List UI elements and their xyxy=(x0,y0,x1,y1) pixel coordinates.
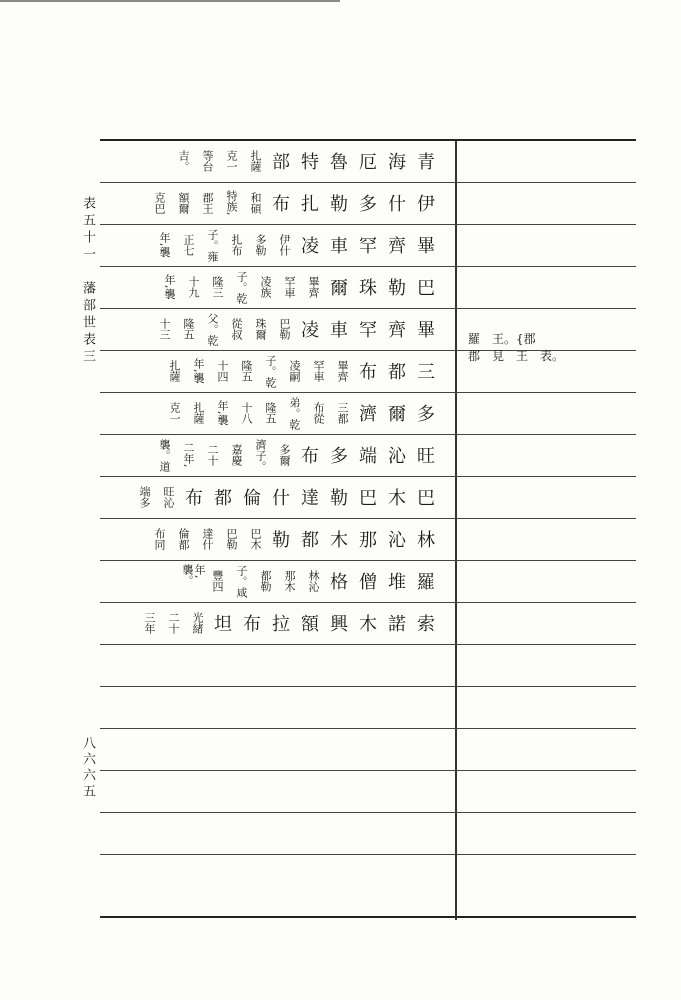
row-7-char-0: 旺 xyxy=(417,446,435,467)
row-5-note-1: 罕車 xyxy=(312,360,325,382)
row-7-char-3: 多 xyxy=(330,446,348,467)
row-4-note-5: 十三 xyxy=(158,318,171,340)
row-5-note-2: 凌嗣 xyxy=(288,360,301,382)
row-6-note-2: 弟。乾 xyxy=(288,396,301,430)
row-4-char-2: 罕 xyxy=(359,320,377,341)
row-4-note-3: 父。乾 xyxy=(206,312,219,346)
row-0-note-2: 等台 xyxy=(201,150,214,172)
row-11-char-7: 坦 xyxy=(214,614,232,635)
row-2-note-3: 子。雍 xyxy=(206,228,219,262)
row-separator xyxy=(100,308,636,309)
row-2-char-4: 凌 xyxy=(301,236,319,257)
blank-row-separator xyxy=(100,686,636,687)
row-1-char-5: 布 xyxy=(272,194,290,215)
row-11-note-1: 二十 xyxy=(167,612,180,634)
row-8-char-5: 什 xyxy=(272,488,290,509)
row-10-char-2: 僧 xyxy=(359,572,377,593)
row-9-note-4: 布同 xyxy=(153,528,166,550)
row-8-note-0: 旺沁 xyxy=(162,486,175,508)
row-5-char-2: 布 xyxy=(359,362,377,383)
row-10-note-2: 都勒 xyxy=(259,570,272,592)
row-8-char-2: 巴 xyxy=(359,488,377,509)
blank-row-separator xyxy=(100,770,636,771)
row-11-char-2: 木 xyxy=(359,614,377,635)
right-annotation-line1: 羅 王。{郡 xyxy=(468,332,536,346)
row-8-char-6: 倫 xyxy=(243,488,261,509)
row-5-note-5: 十四 xyxy=(216,360,229,382)
row-7-char-2: 端 xyxy=(359,446,377,467)
row-1-char-4: 扎 xyxy=(301,194,319,215)
row-1-note-3: 額爾 xyxy=(177,192,190,214)
row-7-char-1: 沁 xyxy=(388,446,406,467)
row-0-note-3: 吉。 xyxy=(177,150,190,172)
row-9-note-2: 達什 xyxy=(201,528,214,550)
row-11-char-6: 布 xyxy=(243,614,261,635)
blank-row-separator xyxy=(100,812,636,813)
row-separator xyxy=(100,392,636,393)
row-separator xyxy=(100,644,636,645)
row-3-note-6: 年,襲 xyxy=(163,274,176,300)
row-separator xyxy=(100,266,636,267)
row-separator xyxy=(100,560,636,561)
row-8-char-8: 布 xyxy=(185,488,203,509)
row-4-char-0: 畢 xyxy=(417,320,435,341)
row-0-char-5: 部 xyxy=(272,152,290,173)
row-10-note-1: 那木 xyxy=(283,570,296,592)
row-0-char-4: 特 xyxy=(301,152,319,173)
row-6-note-0: 三都 xyxy=(336,402,349,424)
row-3-note-0: 畢齊 xyxy=(307,276,320,298)
row-0-char-0: 青 xyxy=(417,152,435,173)
row-6-char-0: 多 xyxy=(417,404,435,425)
row-5-char-1: 都 xyxy=(388,362,406,383)
row-3-note-3: 子。乾 xyxy=(235,270,248,304)
row-7-note-5: 襲。道 xyxy=(158,438,171,472)
row-10-char-3: 格 xyxy=(330,572,348,593)
row-3-note-5: 十九 xyxy=(187,276,200,298)
row-5-note-4: 隆五 xyxy=(240,360,253,382)
row-11-char-0: 索 xyxy=(417,614,435,635)
row-separator xyxy=(100,224,636,225)
row-4-note-2: 從叔 xyxy=(230,318,243,340)
row-1-char-0: 伊 xyxy=(417,194,435,215)
row-0-char-3: 魯 xyxy=(330,152,348,173)
column-divider xyxy=(455,140,457,920)
row-3-char-1: 勒 xyxy=(388,278,406,299)
table-bottom-rule xyxy=(100,916,636,918)
row-2-note-5: 年,襲 xyxy=(158,232,171,258)
row-6-note-7: 克一 xyxy=(168,402,181,424)
row-9-char-2: 那 xyxy=(359,530,377,551)
row-1-note-0: 和碩 xyxy=(249,192,262,214)
blank-row-separator xyxy=(100,728,636,729)
row-2-char-0: 畢 xyxy=(417,236,435,257)
row-5-note-0: 畢齊 xyxy=(336,360,349,382)
row-9-char-3: 木 xyxy=(330,530,348,551)
blank-row-separator xyxy=(100,854,636,855)
row-8-char-4: 達 xyxy=(301,488,319,509)
row-6-char-2: 濟 xyxy=(359,404,377,425)
row-5-note-7: 扎薩 xyxy=(168,360,181,382)
row-0-note-0: 扎薩 xyxy=(249,150,262,172)
row-3-note-1: 罕車 xyxy=(283,276,296,298)
row-0-char-2: 厄 xyxy=(359,152,377,173)
row-4-note-0: 巴勒 xyxy=(278,318,291,340)
row-1-char-2: 多 xyxy=(359,194,377,215)
row-8-note-1: 端多 xyxy=(138,486,151,508)
row-1-note-4: 克巴 xyxy=(153,192,166,214)
table-top-rule xyxy=(100,139,636,141)
row-9-char-0: 林 xyxy=(417,530,435,551)
row-1-note-1: 特族, xyxy=(225,190,238,216)
row-6-note-3: 隆五 xyxy=(264,402,277,424)
right-annotation xyxy=(468,330,564,364)
row-9-char-1: 沁 xyxy=(388,530,406,551)
row-3-char-3: 爾 xyxy=(330,278,348,299)
row-3-char-0: 巴 xyxy=(417,278,435,299)
row-2-char-3: 車 xyxy=(330,236,348,257)
row-10-char-0: 羅 xyxy=(417,572,435,593)
row-11-char-3: 興 xyxy=(330,614,348,635)
row-11-note-0: 光緒 xyxy=(191,612,204,634)
row-4-char-3: 車 xyxy=(330,320,348,341)
row-10-note-4: 豐四 xyxy=(211,570,224,592)
row-4-note-1: 珠爾 xyxy=(254,318,267,340)
row-separator xyxy=(100,518,636,519)
row-8-char-3: 勒 xyxy=(330,488,348,509)
row-0-note-1: 克一 xyxy=(225,150,238,172)
row-5-char-0: 三 xyxy=(417,362,435,383)
row-11-char-4: 額 xyxy=(301,614,319,635)
page-number: 八六六五 xyxy=(80,736,95,800)
row-3-note-4: 隆三 xyxy=(211,276,224,298)
row-7-note-3: 二十 xyxy=(206,444,219,466)
row-1-note-2: 郡王 xyxy=(201,192,214,214)
row-8-char-1: 木 xyxy=(388,488,406,509)
row-3-char-2: 珠 xyxy=(359,278,377,299)
row-4-char-4: 凌 xyxy=(301,320,319,341)
side-label: 表五十一 藩部世表三 xyxy=(80,196,95,366)
row-5-note-6: 年,襲 xyxy=(192,358,205,384)
row-9-note-0: 巴木 xyxy=(249,528,262,550)
row-10-char-1: 堆 xyxy=(388,572,406,593)
row-5-note-3: 子。乾 xyxy=(264,354,277,388)
row-separator xyxy=(100,434,636,435)
row-4-char-1: 齊 xyxy=(388,320,406,341)
row-6-note-4: 十八 xyxy=(240,402,253,424)
right-annotation-line2: 郡 見 王 表。 xyxy=(468,349,565,363)
row-6-note-5: 年,襲 xyxy=(216,400,229,426)
row-separator xyxy=(100,182,636,183)
row-9-char-4: 都 xyxy=(301,530,319,551)
row-10-note-0: 林沁 xyxy=(307,570,320,592)
row-separator xyxy=(100,476,636,477)
row-8-char-0: 巴 xyxy=(417,488,435,509)
row-2-note-0: 伊什 xyxy=(278,234,291,256)
row-7-note-1: 濟子。 xyxy=(254,438,267,472)
row-0-char-1: 海 xyxy=(388,152,406,173)
row-9-note-3: 倫都 xyxy=(177,528,190,550)
top-rule xyxy=(0,0,340,2)
row-2-note-4: 正七 xyxy=(182,234,195,256)
row-7-note-2: 嘉慶 xyxy=(230,444,243,466)
row-11-char-1: 諾 xyxy=(388,614,406,635)
row-11-char-5: 拉 xyxy=(272,614,290,635)
row-separator xyxy=(100,602,636,603)
row-1-char-3: 勒 xyxy=(330,194,348,215)
row-4-note-4: 隆五 xyxy=(182,318,195,340)
row-9-note-1: 巴勒 xyxy=(225,528,238,550)
row-6-note-1: 布從 xyxy=(312,402,325,424)
row-7-note-4: 二年, xyxy=(182,442,195,468)
row-11-note-2: 三年 xyxy=(143,612,156,634)
row-6-char-1: 爾 xyxy=(388,404,406,425)
row-2-note-1: 多勒 xyxy=(254,234,267,256)
row-10-note-3: 子。咸 xyxy=(235,564,248,598)
row-2-note-2: 扎布 xyxy=(230,234,243,256)
row-7-char-4: 布 xyxy=(301,446,319,467)
row-2-char-2: 罕 xyxy=(359,236,377,257)
row-1-char-1: 什 xyxy=(388,194,406,215)
row-3-note-2: 凌族 xyxy=(259,276,272,298)
row-2-char-1: 齊 xyxy=(388,236,406,257)
row-6-note-6: 扎薩 xyxy=(192,402,205,424)
row-9-char-5: 勒 xyxy=(272,530,290,551)
row-8-char-7: 都 xyxy=(214,488,232,509)
row-7-note-0: 多爾 xyxy=(278,444,291,466)
row-10-note-5: 年,襲。 xyxy=(181,564,206,586)
